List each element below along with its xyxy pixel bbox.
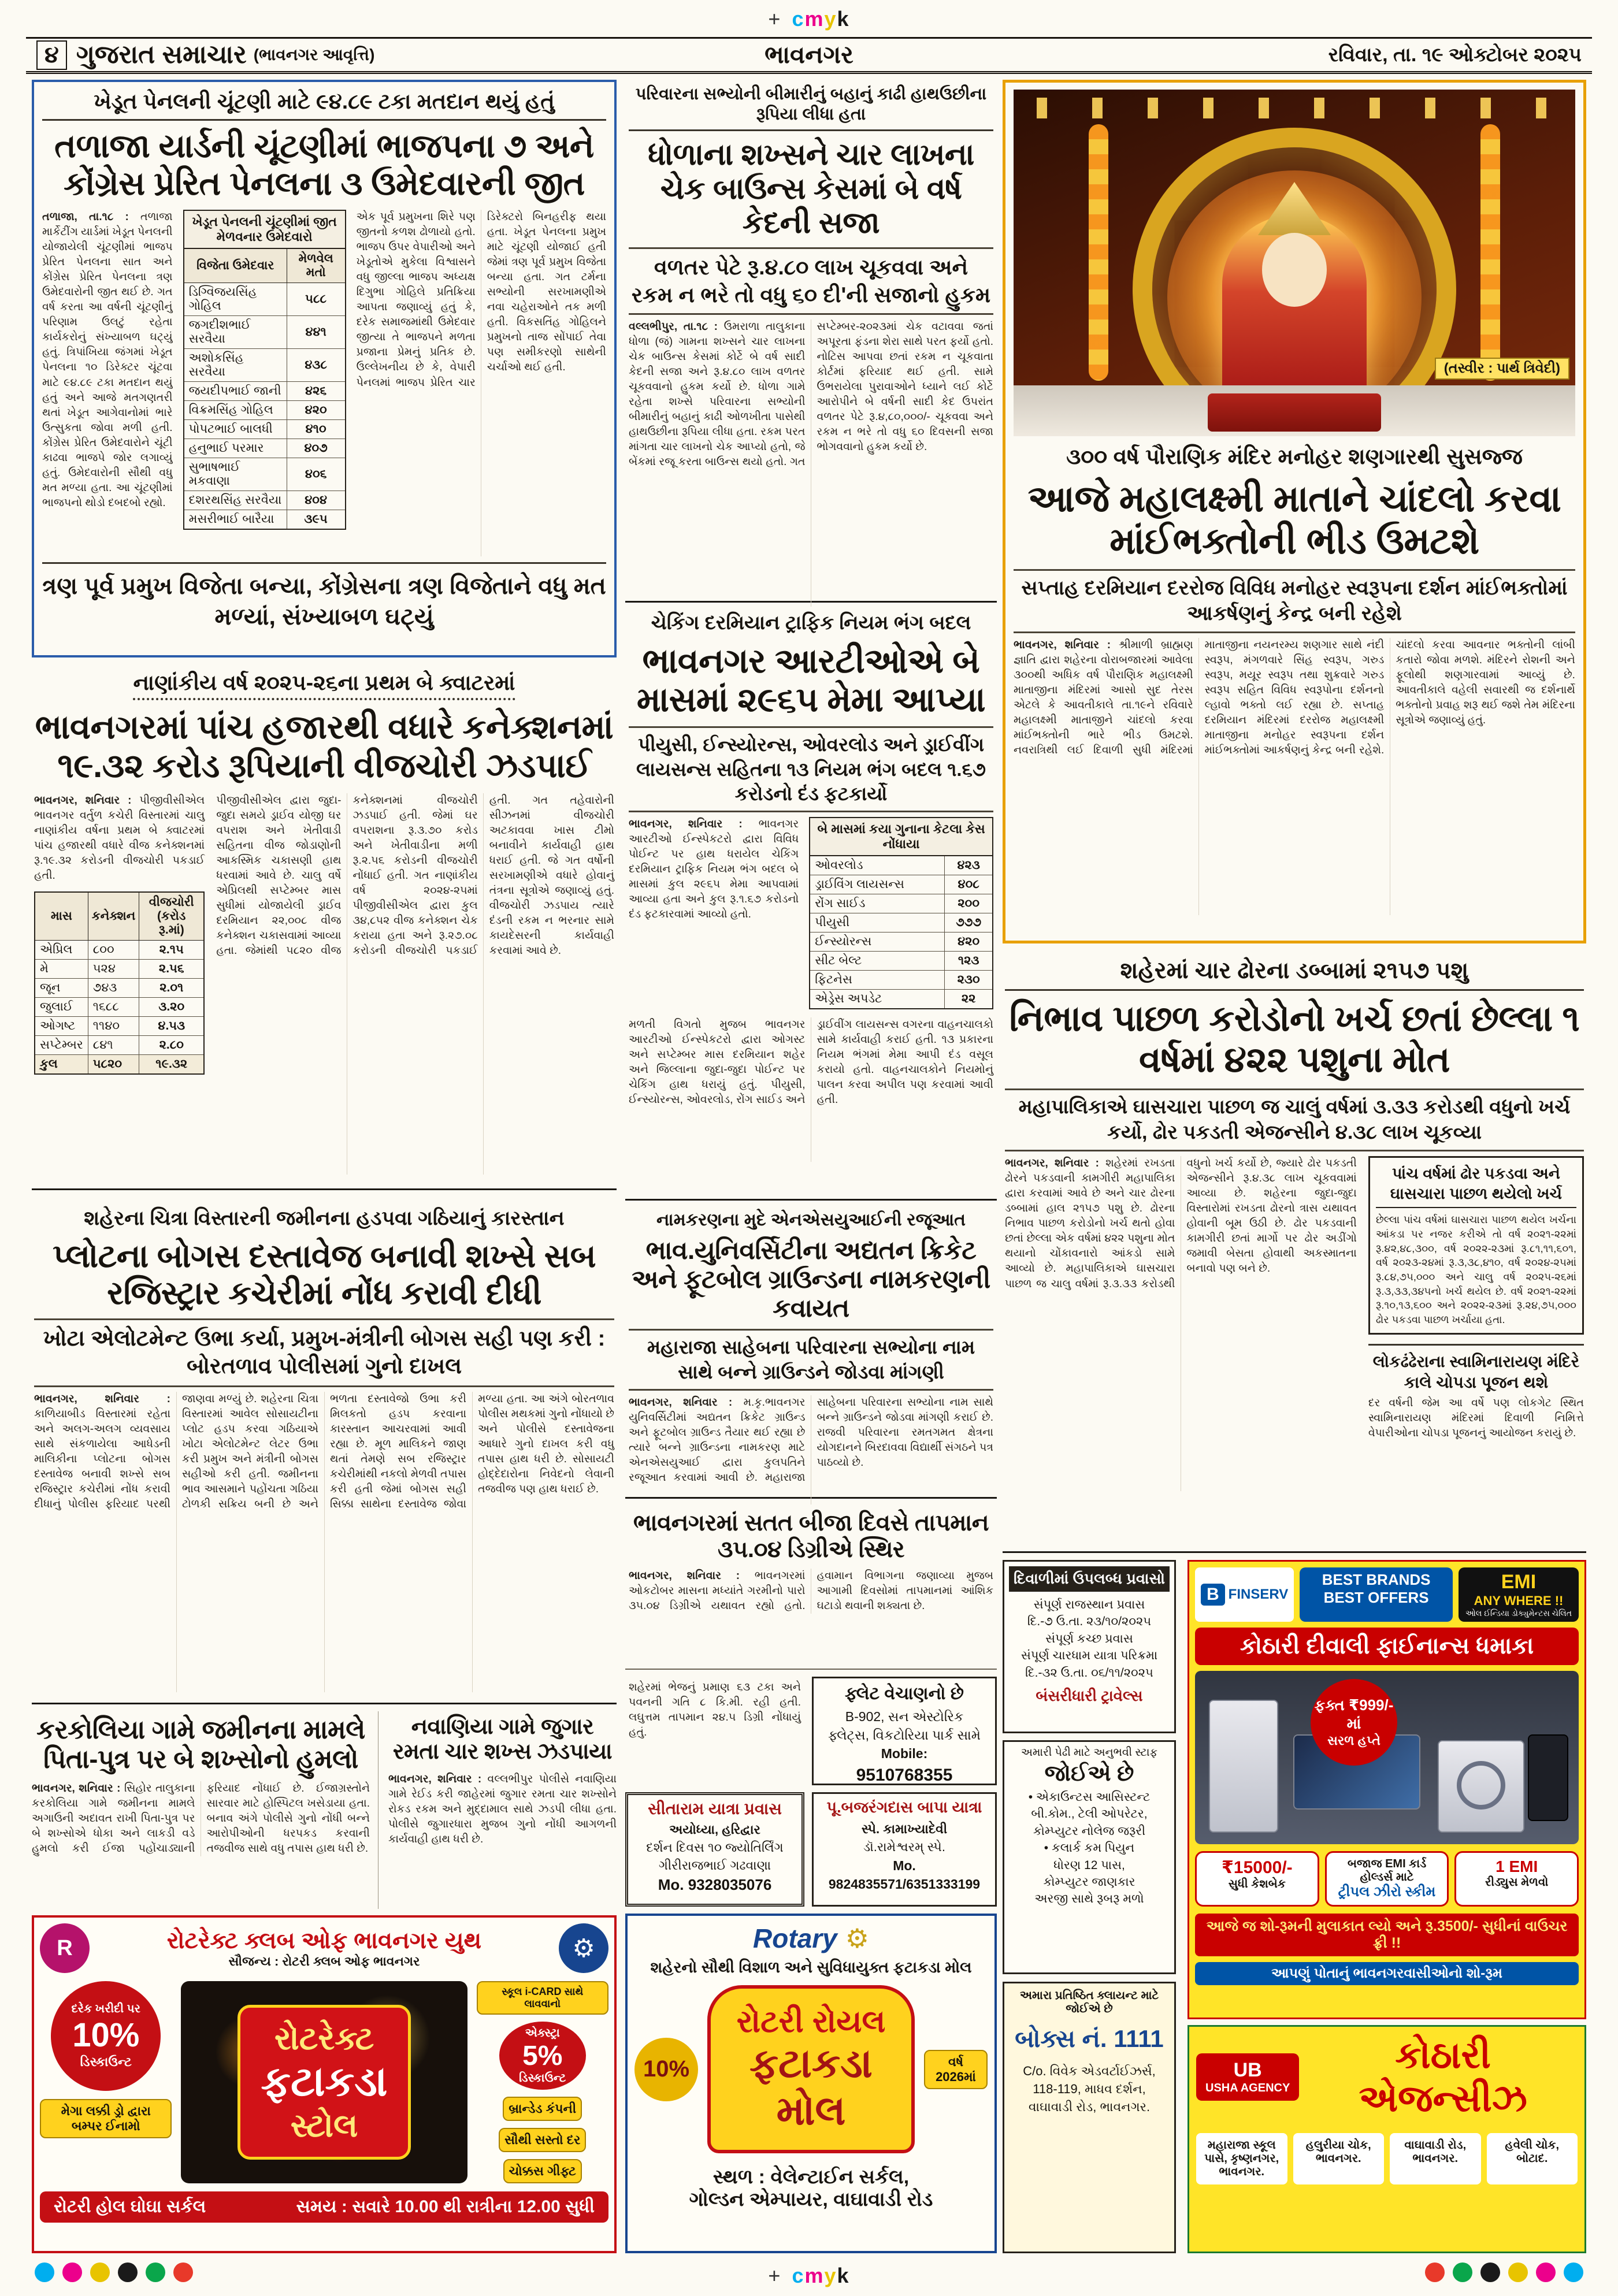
article-headline: ભાવનગર આરટીઓએ બે માસમાં ૨૯૬૫ મેમા આપ્યા (636, 641, 986, 719)
body-text: ભાવનગર આરટીઓ ઈન્સ્પેકટરો દ્વારા વિવિધ પોઈન્ટ પર હાથ ધરાયેલ ચેકિંગ દરમિયાન ટ્રાફિક નિયમ ભંગ બદલ બે માસમાં કુલ ૨૯૬૫ મેમા આપવામાં આવ્યા હતા અને કુલ રૂ.૧.૬૭ કરોડનો દંડ ફટકારવામાં આવ્યો હતો. (629, 818, 799, 921)
logo-b: B (1201, 1584, 1225, 1606)
article-subhead: મહાપાલિકાએ ઘાસચારા પાછળ જ ચાલું વર્ષમાં ૩.૩૩ કરોડથી વધુનો ખર્ચ કર્યો, ઢોર પકડતી એજન્સીને ૪.૩૮ લાખ ચૂકવ્યા (1005, 1088, 1584, 1151)
dateline: ભાવનગર, શનિવાર : (34, 1392, 170, 1405)
badge-text: દરેક ખરીદી પર (71, 2003, 140, 2015)
article-kicker: ચેકિંગ દરમિયાન ટ્રાફિક નિયમ ભંગ બદલ (651, 612, 971, 634)
article-headline: નવાણિયા ગામે જુગાર રમતા ચાર શખ્સ ઝડપાયા (392, 1715, 613, 1764)
article-cattle-deaths (1003, 952, 1586, 1553)
offer-text: બજાજ EMI કાર્ડ હોલ્ડર્સ માટે (1347, 1857, 1427, 1883)
logo-text: FINSERV (1228, 1587, 1289, 1602)
article-subhead: ખોટા એલોટમેન્ટ ઉભા કર્યા, પ્રમુખ-મંત્રીની બોગસ સહી પણ કરી : બોરતળાવ પોલીસમાં ગુનો દાખલ (34, 1318, 614, 1387)
badge-text: ડિસ્કાઉન્ટ (80, 2054, 132, 2069)
article-body (42, 210, 173, 556)
article-rto-memos (625, 607, 997, 1201)
branch-address: હવેલી ચોક, બોટાદ. (1487, 2133, 1578, 2184)
color-calibration-dots-right (1425, 2262, 1583, 2282)
year-chip: વર્ષ 2026માં (924, 2050, 988, 2089)
cmyk-registration-top: + cmyk (768, 7, 850, 31)
ad-phone: 9510768355 (856, 1765, 953, 1785)
fireworks-panel (181, 1981, 467, 2183)
page-number: ૪ (36, 40, 67, 70)
ad-courtesy: સૌજન્ય : રોટરી ક્લબ ઓફ ભાવનગર (228, 1953, 420, 1968)
rotaract-logo-icon: R (40, 1923, 90, 1973)
registration-cross-icon: + (768, 7, 782, 31)
ad-contact-name: ગીરીરાજભાઈ ગઢવાણા (658, 1857, 771, 1873)
agency-title: કોઠારી એજન્સીઝ (1359, 2034, 1527, 2119)
article-headline: ભાવનગરમાં પાંચ હજારથી વધારે કનેક્શનમાં ૧૯.૩૨ કરોડ રૂપિયાની વીજચોરી ઝડપાઈ (35, 708, 614, 785)
banner-word: BRANDS (1366, 1571, 1431, 1588)
discount-badge-10 (51, 1981, 161, 2091)
body-text: શહેરમાં રખડતા ઢોરને પકડવાની કામગીરી મહાપાલિકા દ્વારા કરવામાં આવે છે અને ચાર ઢોરના ડબ્બામાં હાલ ૨૧૫૭ પશુ છે. ઢોરના નિભાવ પાછળ કરોડોનો ખર્ચ થતો હોવા છતાં છેલ્લા એક વર્ષમાં ૪૨૨ પશુના મોત થયાનો ચોંકાવનારો આંકડો સામે આવ્યો છે. મહાપાલિકાએ ઘાસચારા પાછળ જ ચાલુ વર્ષમાં રૂ.૩.૩૩ કરોડથી વધુનો ખર્ચ કર્યો છે, જ્યારે ઢોર પકડતી એજન્સીને રૂ.૪.૩૮ લાખ ચૂકવવામાં આવ્યા છે. શહેરના જુદા-જુદા વિસ્તારોમાં રખડતા ઢોરનો ત્રાસ યથાવત હોવાની બૂમ ઉઠી છે. ઢોર પકડવાની કામગીરી છતાં માર્ગો પર ઢોર અડીંગો જમાવી બેસતા હોવાથી અકસ્માતના બનાવો પણ બને છે. (1005, 1157, 1357, 1290)
ad-venue: રોટરી હોલ ઘોઘા સર્કલ (54, 2197, 206, 2216)
article-body-continued: મળતી વિગતો મુજબ ભાવનગર આરટીઓ ઈન્સ્પેકટરો દ્વારા ઓગસ્ટ અને સપ્ટેમ્બર માસ દરમિયાન શહેર અને જિલ્લાના જુદા-જુદા પોઈન્ટ પર ચેકિંગ હાથ ધરાયું હતું. પીયુસી, ઈન્સ્યોરન્સ, ઓવરલોડ, રોંગ સાઈડ અને ડ્રાઈવીંગ લાયસન્સ વગરના વાહનચાલકો સામે કાર્યવાહી કરાઈ હતી. ૧૩ પ્રકારના નિયમ ભંગમાં મેમા આપી દંડ વસૂલ કરાયો હતો. વાહનચાલકોને નિયમોનું પાલન કરવા અપીલ પણ કરવામાં આવી હતી. (629, 1019, 993, 1106)
advertiser-address: C/o. વિવેક એડવર્ટાઈઝર્સ, 118-119, માધવ દર્શન, વાઘાવાડી રોડ, ભાવનગર. (1023, 2064, 1156, 2114)
ad-tagline: શહેરનો સૌથી વિશાળ અને સુવિધાયુક્ત ફટાકડા મોલ (650, 1959, 972, 1976)
ad-line: ડૉ.રામેશ્વરમ્ સ્પે. (863, 1839, 945, 1854)
body-text: શ્રીમાળી બ્રાહ્મણ જ્ઞાતિ દ્વારા શહેરના વોરાબજારમાં આવેલા ૩૦૦થી અધિક વર્ષ પૌરાણિક મહાલક્ષ્મી માતાજીના મંદિરમાં આસો સુદ તેરસ એટલે કે આવતીકાલે તા.૧૯ને રવિવારે મહાલક્ષ્મી માતાજીને ચાંદલો કરવા માંઈભક્તોની ભારે ભીડ ઉમટશે. નવરાત્રિથી લઈ દિવાળી સુધી મંદિરમાં માતાજીના નયનરમ્ય શણગાર સાથે નંદી સ્વરૂપ, મંગળવારે સિંહ સ્વરૂપ, ગરુડ સ્વરૂપ, મયૂર સ્વરૂપ તથા શુક્રવારે ગરુડ સ્વરૂપ સહિત વિવિધ સ્વરૂપોના દર્શનનો લ્હાવો ભક્તો લઈ રહ્યા છે. સપ્તાહ દરમિયાન મંદિરમાં દરરોજ મહાલક્ષ્મી માતાજીના મનોહર સ્વરૂપના દર્શન માંઈભક્તોમાં આકર્ષણનું કેન્દ્ર બની રહેશે. ચાંદલો કરવા આવનાર ભક્તોની લાંબી કતારો જોવા મળશે. મંદિરને રોશની અને ફૂલોથી શણગારવામાં આવ્યું છે. આવતીકાલે વહેલી સવારથી જ દર્શનાર્થે ભક્તોનો પ્રવાહ શરૂ થઈ જશે તેમ મંદિરના સૂત્રોએ જણાવ્યું હતું. (1014, 639, 1575, 757)
ad-phone: Mo. 9328035076 (658, 1876, 772, 1894)
offence-table (809, 817, 993, 1009)
branded-chip: બ્રાન્ડેડ કંપની (503, 2097, 582, 2121)
discount-badge-5 (499, 2022, 586, 2090)
ad-line: B-902, સન એસ્ટોરિક (845, 1709, 964, 1724)
dateline: વલ્લભીપુર, તા.૧૮ : (629, 321, 718, 333)
article-subhead: પીયુસી, ઈન્સ્યોરન્સ, ઓવરલોડ અને ડ્રાઈવીંગ લાયસન્સ સહિતના ૧૩ નિયમ ભંગ બદલ ૧.૬૭ કરોડનો દંડ ફટકાર્યો (629, 726, 993, 812)
body-text: ભાવનગરમાં ઓકટોબર માસના મધ્યાંતે ગરમીનો પારો ૩૫.૦૪ ડિગ્રીએ યથાવત રહ્યો હતો. હવામાન વિભાગના જણાવ્યા મુજબ આગામી દિવસોમાં તાપમાનમાં આંશિક ઘટાડો થવાની શક્યતા છે. (629, 1570, 993, 1613)
article-body (1005, 1156, 1357, 1491)
cheapest-chip: સૌથી સસ્તો દર (499, 2128, 586, 2152)
deity-face (1262, 233, 1327, 307)
offer-text: ટ્રીપલ ઝીરો સ્કીમ (1338, 1884, 1436, 1900)
col-votes: મેળવેલ મતો (287, 248, 345, 283)
article-temperature (625, 1504, 997, 1670)
body-text: વલ્લભીપુર પોલીસે નવાણિયા ગામે રેઈડ કરી જાહેરમાં જુગાર રમતા ચાર શખ્સોને રોકડ રકમ અને મુદ્દામાલ સાથે ઝડપી લીધા હતા. પોલીસે જુગારધારા મુજબ ગુનો નોંધી આગળની કાર્યવાહી હાથ ધરી છે. (388, 1773, 617, 1845)
best-brands-banner (1300, 1567, 1453, 1622)
article-ground-naming (625, 1205, 997, 1499)
ad-line: દર્શન દિવસ ૧૦ જ્યોતિર્લિંગ (646, 1840, 784, 1855)
temple-photo (1014, 90, 1575, 436)
ad-phone: Mo. 9824835571/6351333199 (828, 1857, 981, 1892)
badge-percent: 10% (643, 2056, 690, 2082)
offence-rows: ઓવરલોડ ૪૨૩ ડ્રાઈવિંગ લાયસન્સ ૪૦૮ રોંગ સાઈડ ૨૦૦ પીયુસી ૭૭૭ ઈન્સ્યોરન્સ ૪૨૦ સીટ બેલ્ટ ૧૨૩ ફિટનેસ ૨૩૦ એડ્રેસ અપડેટ ૨૨ (810, 856, 993, 1009)
body-text: પીજીવીસીએલ ભાવનગર વર્તુળ કચેરી વિસ્તારમાં ચાલુ નાણાંકીય વર્ષના પ્રથમ બે ક્વાટરમાં પાંચ હજારથી વધારે વીજ કનેક્શનમાં રૂ.૧૯.૩૨ કરોડની વીજચોરી પકડાઈ હતી. (34, 794, 205, 882)
weather-extra-note: શહેરમાં ભેજનું પ્રમાણ ૬૩ ટકા અને પવનની ગતિ ૮ કિ.મી. રહી હતી. લઘુત્તમ તાપમાન ૨૪.૫ ડિગ્રી નોંધાયું હતું. (625, 1677, 804, 1785)
emi-word: ANY WHERE !! (1474, 1593, 1564, 1608)
banner-word: BEST (1322, 1571, 1363, 1588)
usha-agency-logo (1196, 2053, 1299, 2101)
offer-text: ફક્ત ₹999/-માં (1314, 1696, 1394, 1732)
offer-text: રીડ્યુસ મેળવો (1485, 1876, 1549, 1889)
ad-title: સીતારામ યાત્રા પ્રવાસ (648, 1800, 782, 1818)
theft-table (34, 891, 205, 1075)
article-body (32, 1781, 370, 1856)
venue-line1: વેલેન્ટાઈન સર્કલ, (770, 2166, 910, 2188)
date-label: રવિવાર, તા. ૧૯ ઓક્ટોબર ૨૦૨૫ (1328, 43, 1582, 66)
venue-label: સ્થળ : (712, 2166, 765, 2188)
color-calibration-dots-left (35, 2262, 193, 2282)
venue-line2: ગોલ્ડન એમ્પાયર, વાઘાવાડી રોડ (689, 2189, 933, 2210)
ad-pre: અમારી પેઢી માટે અનુભવી સ્ટાફ (1020, 1747, 1158, 1759)
body-text: મ.કૃ.ભાવનગર યુનિવર્સિટીમાં અદ્યતન ક્રિકેટ ગ્રાઉન્ડ અને ફૂટબોલ ગ્રાઉન્ડ તૈયાર થઈ રહ્યા છે ત્યારે બન્ને ગ્રાઉન્ડના નામકરણ માટે એનએસયુઆઈ દ્વારા કુલપતિને રજૂઆત કરવામાં આવી છે. મહારાજા સાહેબના પરિવારના સભ્યોના નામ સાથે બન્ને ગ્રાઉન્ડને જોડવા માંગણી કરાઈ છે. રાજવી પરિવારના રમતગમત ક્ષેત્રના યોગદાનને બિરદાવવા વિદ્યાર્થી સંગઠને પત્ર પાઠવ્યો છે. (629, 1396, 993, 1484)
badge-percent: 5% (522, 2040, 563, 2071)
rotary-wheel-icon: ⚙ (845, 1923, 869, 1953)
col-candidate: વિજેતા ઉમેદવાર (184, 248, 287, 283)
results-rows: ડિગ્વિજયસિંહ ગોહિલ ૫૮૮ જગદીશભાઈ સરવૈયા ૪૪૧ અશોકસિંહ સરવૈયા ૪૩૮ જયદીપભાઈ જાની ૪૨૬ વિક્રમસિંહ ગોહિલ ૪૨૦ પોપટભાઈ બાલધી ૪૧૦ હનુભાઈ પરમાર ૪૦૭ સુભાષભાઈ મકવાણા ૪૦૬ દશરથસિંહ સરવૈયા ૪૦૪ મસરીભાઈ બારૈયા ૩૯૫ (184, 283, 346, 530)
ad-title: દિવાળીમાં ઉપલબ્ધ પ્રવાસો (1009, 1566, 1170, 1592)
article-navaniya-gambling (388, 1711, 617, 1909)
dateline: ભાવનગર, શનિવાર : (1005, 1157, 1099, 1170)
box-number: બોક્સ નં. 1111 (1015, 2025, 1164, 2052)
ad-pre: અમારા પ્રતિષ્ઠિત ક્લાયન્ટ માટે જોઈએ છે (1019, 1989, 1159, 2015)
note-headline: લોકઢંઢેરાના સ્વામિનારાયણ મંદિરે કાલે ચોપડા પૂજન થશે (1368, 1344, 1584, 1393)
article-body (1014, 638, 1575, 915)
travel-agency-name: બંસરીધારી ટ્રાવેલ્સ (1036, 1686, 1143, 1704)
appliance-collage (1195, 1671, 1579, 1844)
results-table (183, 210, 346, 530)
dateline: ભાવનગર, શનિવાર : (32, 1782, 121, 1795)
article-power-theft (32, 664, 617, 1190)
ad-kothari-agencies (1187, 2025, 1586, 2253)
branch-address: મહારાજા સ્કૂલ પાસે, કૃષ્ણનગર, ભાવનગર. (1196, 2133, 1287, 2184)
ad-main-line1: રોટરી રોયલ (736, 2004, 886, 2039)
article-karkoliya-attack (32, 1711, 378, 1909)
ad-main-line2: ફટાકડા (261, 2059, 388, 2105)
body-text: સિહોર તાલુકાના કરકોલિયા ગામે જમીનના મામલે અગાઉની અદાવત રાખી પિતા-પુત્ર પર બે શખ્સોએ ધોકા અને લાકડી વડે હુમલો કરી ઈજા પહોંચાડ્યાની ફરિયાદ નોંધાઈ છે. ઈજાગ્રસ્તોને સારવાર માટે હોસ્પિટલ ખસેડાયા હતા. બનાવ અંગે પોલીસે ગુનો નોંધી બન્ને આરોપીઓની ધરપકડ કરવાની તજવીજ સાથે વધુ તપાસ હાથ ધરી છે. (32, 1782, 370, 1855)
offer-text: સરળ હપ્તે (1327, 1733, 1381, 1748)
article-body (388, 1772, 617, 1847)
article-lede (629, 817, 799, 1009)
article-body (629, 1569, 993, 1614)
cashback-offer (1195, 1851, 1319, 1907)
article-kicker: પરિવારના સભ્યોની બીમારીનું બહાનું કાઢી હાથઉછીના રૂપિયા લીધા હતા (629, 84, 993, 131)
theft-rows: એપ્રિલ ૮૦૦ ૨.૧૫ મે ૫૨૪ ૨.૫૬ જૂન ૭૪૩ ૨.૦૧ જુલાઈ ૧૬૮૮ ૩.૨૦ ઓગષ્ટ ૧૧૪૦ ૪.૫૩ સપ્ટેમ્બર ૮૪૧ ૨.૮૦ કુલ ૫૮૨૦ ૧૯.૩૨ (35, 940, 204, 1074)
paper-name: ગુજરાત સમાચાર (76, 40, 247, 69)
altar-base (1208, 393, 1381, 432)
marigold-garland-right (1480, 124, 1500, 381)
lucky-draw-chip: મેગા લક્કી ડ્રો દ્વારા બમ્પર ઈનામો (40, 2099, 172, 2138)
article-talaja-election (32, 80, 617, 657)
ad-box-1111 (1003, 1982, 1176, 2253)
ad-sub: અયોધ્યા, હરિદ્વાર (669, 1822, 760, 1837)
fridge-image (1209, 1700, 1278, 1833)
ad-title: ફ્લેટ વેચાણનો છે (845, 1684, 964, 1703)
ad-rotaract-firecracker-stall (32, 1915, 617, 2253)
showroom-strip: આપણું પોતાનું ભાવનગરવાસીઓનો શો-રૂમ (1195, 1962, 1579, 1985)
badge-text: એક્સ્ટ્રા (525, 2026, 560, 2039)
body-text: તળાજા માર્કેટીંગ યાર્ડમાં ખેડૂત પેનલની યોજાયેલી ચૂંટણીમાં ભાજપ પ્રેરિત પેનલના સાત અને કોંગ્રેસ પ્રેરિત પેનલના ત્રણ ઉમેદવારોની જીત થઈ છે. ગત વર્ષ કરતા આ વર્ષની ચૂંટણીનું પરિણામ ઉલટું રહેતા કાર્યકરોનું સંખ્યાબળ ઘટ્યું હતું. ત્રિપાંખિયા જંગમાં ખેડૂત પેનલના ૧૦ ડિરેક્ટર ચૂંટવા માટે ૯૪.૮૯ ટકા મતદાન થયું હતું અને આજે મતગણતરી થતાં ખેડૂત આગેવાનોમાં ભારે ઉત્સુકતા જોવા મળી હતી. કોંગ્રેસ પ્રેરિત ઉમેદવારોને ચૂંટી કાઢવા ભાજપે જોર લગાવ્યું હતું. ઉમેદવારોની સૌથી વધુ મત મળ્યા હતા. આ ચૂંટણીમાં ભાજપનો થોડો દબદબો રહ્યો. (42, 211, 173, 509)
expense-box-title: પાંચ વર્ષમાં ઢોર પકડવા અને ઘાસચારા પાછળ થયેલો ખર્ચ (1376, 1164, 1576, 1208)
article-kicker: ૩૦૦ વર્ષ પૌરાણિક મંદિર મનોહર શણગારથી સુસજ્જ (1066, 445, 1523, 469)
branch-address: વાઘાવાડી રોડ, ભાવનગર. (1390, 2133, 1481, 2184)
marigold-garland-left (1089, 124, 1108, 381)
ad-flat-sale (812, 1677, 997, 1785)
article-headline: નિભાવ પાછળ કરોડોનો ખર્ચ છતાં છેલ્લા ૧ વર્ષમાં ૪૨૨ પશુના મોત (1009, 999, 1580, 1080)
article-headline: આજે મહાલક્ષ્મી માતાને ચાંદલો કરવા માંઈભક્તોની ભીડ ઉમટશે (1027, 477, 1561, 562)
icard-chip: સ્કૂલ i-CARD સાથે લાવવાનો (477, 1981, 608, 2015)
article-subhead: સપ્તાહ દરમિયાન દરરોજ વિવિધ મનોહર સ્વરૂપના દર્શન માંઈભક્તોમાં આકર્ષણનું કેન્દ્ર બની રહેશે (1014, 569, 1575, 634)
logo-text: USHA AGENCY (1205, 2082, 1290, 2094)
tour-list: સંપૂર્ણ રાજસ્થાન પ્રવાસ દિ.-૭ ઉ.તા. ૨૩/૧૦/૨૦૨૫ સંપૂર્ણ કચ્છ પ્રવાસ સંપૂર્ણ ચારધામ યાત્રા પરિક્રમા દિ.-૩૨ ઉ.તા. ૦૬/૧૧/૨૦૨૫ (1020, 1598, 1158, 1680)
dateline: ભાવનગર, શનિવાર : (629, 818, 743, 830)
body-text: કાળિયાબીડ વિસ્તારમાં રહેતા અને અલગ-અલગ વ્યવસાય સાથે સંકળાયેલા આધેડની માલિકીના પ્લોટના બોગસ દસ્તાવેજ બનાવી શખ્સે સબ રજિસ્ટ્રાર કચેરીમાં નોંધ કરાવી દીધાનું પોલીસ ફરિયાદ પરથી જાણવા મળ્યું છે. શહેરના ચિત્રા વિસ્તારમાં આવેલ સોસાયટીના પ્લોટ હડપ કરવા ગઠિયાએ ખોટા એલોટમેન્ટ લેટર ઉભા કરી પ્રમુખ અને મંત્રીની બોગસ સહીઓ કરી હતી. જમીનના ભાવ આસમાને પહોંચતા ગઠિયા ટોળકી સક્રિય બની છે અને ભળતા દસ્તાવેજો ઉભા કરી મિલકતો હડપ કરવાના કારસ્તાન આચરવામાં આવી રહ્યા છે. મૂળ માલિકને જાણ થતાં તેમણે સબ રજિસ્ટ્રાર કચેરીમાંથી નકલો મેળવી તપાસ કરી હતી જેમાં બોગસ સહી સિક્કા સાથેના દસ્તાવેજ જોવા મળ્યા હતા. આ અંગે બોરતળાવ પોલીસ મથકમાં ગુનો નોંધાયો છે અને પોલીસે દસ્તાવેજના આધારે ગુનો દાખલ કરી વધુ તપાસ હાથ ધરી છે. સોસાયટી હોદ્દેદારોના નિવેદનો લેવાની તજવીજ પણ હાથ ધરાઈ છે. (34, 1392, 614, 1511)
dateline: ભાવનગર, શનિવાર : (629, 1570, 740, 1582)
article-body (629, 319, 993, 620)
ad-bajrangdas-yatra (812, 1792, 997, 1907)
expense-box-body: છેલ્લા પાંચ વર્ષમાં ઘાસચારા પાછળ થયેલ ખર્ચના આંકડા પર નજર કરીએ તો વર્ષ ૨૦૨૧-૨૨માં રૂ.૪૨,૪૮,૩૦૦, વર્ષ ૨૦૨૨-૨૩માં રૂ.૮૧,૧૧,૬૦૧, વર્ષ ૨૦૨૩-૨૪માં રૂ.૩,૩૮,૪૧૦, વર્ષ ૨૦૨૪-૨૫માં રૂ.૮૪,૭૫,૦૦૦ અને ચાલુ વર્ષ ૨૦૨૫-૨૬માં રૂ.૩,૩૩,૩૪૫નો ખર્ચ થયેલ છે. વર્ષ ૨૦૨૧-૨૨માં રૂ.૧૦,૧૩,૬૦૦ અને ૨૦૨૨-૨૩માં રૂ.૨૪,૭૫,૦૦૦ ઢોર પકડવા પાછળ ખર્ચાયા હતા. (1375, 1214, 1576, 1326)
ad-rotary-royal-mall (625, 1914, 997, 2253)
ad-title: પૂ.બજરંગદાસ બાપા યાત્રા (826, 1799, 982, 1816)
edition-label: (ભાવનગર આવૃત્તિ) (253, 45, 375, 64)
city-label: ભાવનગર (765, 40, 853, 68)
article-body: પીજીવીસીએલ દ્વારા જુદા-જુદા સમયે ડ્રાઈવ યોજી ઘર વપરાશ અને ખેતીવાડી સહિતના વીજ જોડાણોની આકસ્મિક ચકાસણી હાથ ધરવામાં આવે છે. ચાલુ વર્ષે એપ્રિલથી સપ્ટેમ્બર માસ સુધીમાં યોજાયેલી ડ્રાઈવ દરમિયાન ૨૨,૦૦૮ વીજ કનેક્શન ચકાસવામાં આવ્યા હતા. જેમાંથી ૫૮૨૦ વીજ કનેક્શનમાં વીજચોરી ઝડપાઈ હતી. જેમાં ઘર વપરાશના રૂ.૩.૭૦ કરોડ અને ખેતીવાડીના મળી રૂ.૨.૫૬ કરોડની વીજચોરી નોંધાઈ હતી. ગત નાણાંકીય વર્ષ ૨૦૨૪-૨૫માં પીજીવીસીએલ દ્વારા કુલ ૩૪,૮૫૨ વીજ કનેક્શન ચેક કરાયા હતા અને રૂ.૨૭.૦૮ કરોડની વીજચોરી પકડાઈ હતી. ગત તહેવારોની સીઝનમાં વીજચોરી અટકાવવા ખાસ ટીમો બનાવીને કાર્યવાહી હાથ ધરાઈ હતી. જે ગત વર્ષોની સરખામણીએ વધારે હોવાનું તંત્રના સૂત્રોએ જણાવ્યું હતું. વીજચોરી ઝડપાય ત્યારે દંડની રકમ ન ભરનાર સામે કાયદેસરની કાર્યવાહી કરવામાં આવે છે. (216, 794, 614, 957)
article-headline: ધોળાના શખ્સને ચાર લાખના ચેક બાઉન્સ કેસમાં બે વર્ષ કેદની સજા (648, 138, 974, 240)
bajaj-finserv-logo (1195, 1567, 1294, 1622)
body-text: ઉમરાળા તાલુકાના ધોળા (જં) ગામના શખ્સને ચાર લાખના ચેક બાઉન્સ કેસમાં કોર્ટે બે વર્ષ સાદી કેદની સજા અને રૂ.૪.૮૦ લાખ વળતર ચૂકવવાનો હુકમ કર્યો છે. ધોળા ગામે રહેતા શખ્સે પરિવારના સભ્યોની બીમારીનું બહાનું કાઢી ઓળખીતા પાસેથી હાથઉછીના રૂપિયા લીધા હતા. રકમ પરત માંગતા ચાર લાખનો ચેક આપ્યો હતો, જે બેંકમાં રજૂ કરતા બાઉન્સ થયો હતો. ગત સપ્ટેમ્બર-૨૦૨૩માં ચેક વટાવવા જતાં અપૂરતા ફંડના શેરા સાથે પરત ફર્યો હતો. નોટિસ આપવા છતાં રકમ ન ચૂકવાતા કોર્ટમાં ફરિયાદ થઈ હતી. સામે ઉભરાયેલા પુરાવાઓને ધ્યાને લઈ કોર્ટે આરોપીને બે વર્ષની સાદી કેદ ઉપરાંત વળતર પેટે રૂ.૪,૮૦,૦૦૦/- ચૂકવવા અને રકમ ન ભરે તો વધુ ૬૦ દિવસની સજા ભોગવવાનો હુકમ કર્યો છે. (629, 321, 993, 469)
article-lede (34, 793, 205, 883)
article-subhead: મહારાજા સાહેબના પરિવારના સભ્યોના નામ સાથે બન્ને ગ્રાઉન્ડને જોડવા માંગણી (629, 1329, 993, 1390)
washer-door (1457, 1761, 1505, 1810)
article-headline: તળાજા યાર્ડની ચૂંટણીમાં ભાજપના ૭ અને કોંગ્રેસ પ્રેરિત પેનલના ૩ ઉમેદવારની જીત (54, 128, 594, 203)
triple-zero-offer (1325, 1851, 1449, 1907)
badge-text: ડિસ્કાઉન્ટ (519, 2071, 566, 2085)
hanging-lamps (1014, 98, 1575, 118)
article-cheque-bounce (625, 80, 997, 603)
phone-label: Mobile: (881, 1746, 928, 1762)
article-headline: પ્લોટના બોગસ દસ્તાવેજ બનાવી શખ્સે સબ રજિસ્ટ્રાર કચેરીમાં નોંધ કરાવી દીધી (52, 1238, 596, 1311)
ad-title: જોઈએ છે (1044, 1762, 1134, 1786)
article-subhead: વળતર પેટે રૂ.૪.૮૦ લાખ ચૂકવવા અને રકમ ન ભરે તો વધુ ૬૦ દી'ની સજાનો હુકમ (629, 247, 993, 315)
emi-word: EMI (1501, 1571, 1537, 1593)
article-kicker: નામકરણના મુદે એનએસયુઆઈની રજૂઆત (656, 1210, 966, 1229)
col-theft: વીજચોરી (કરોડ રૂ.માં) (139, 892, 204, 941)
dateline: ભાવનગર, શનિવાર : (1014, 639, 1111, 652)
dateline: ભાવનગર, શનિવાર : (388, 1773, 482, 1785)
emi-note: ઓલ ઈન્ડિયા ડોક્યુમેન્ટસ ચેલિત (1465, 1608, 1572, 1618)
washing-machine-image (1438, 1740, 1524, 1833)
rotary-brand: Rotary (753, 1923, 837, 1953)
col-connections: કનેક્શન (88, 892, 139, 941)
article-kicker: શહેરમાં ચાર ઢોરના ડબ્બામાં ૨૧૫૭ પશુ (1005, 957, 1584, 991)
note-body: દર વર્ષની જેમ આ વર્ષે પણ લોકગેટ સ્થિત સ્વામિનારાયણ મંદિરમાં દિવાળી નિમિત્તે વેપારીઓના ચોપડા પૂજનનું આયોજન કરાયું છે. (1368, 1397, 1584, 1440)
article-body (34, 1392, 614, 1692)
rotary-wheel-icon: ⚙ (559, 1923, 608, 1973)
offer-amount: 1 EMI (1495, 1857, 1538, 1875)
article-mahalaxmi-temple (1003, 80, 1586, 943)
offer-amount: ₹15000/- (1222, 1858, 1293, 1877)
emi-reduce-offer (1454, 1851, 1579, 1907)
article-bogus-plot (32, 1201, 617, 1704)
branch-address: હલુરીયા ચોક, ભાવનગર. (1293, 2133, 1385, 2184)
discount-badge (634, 2038, 698, 2101)
finance-dhamaka-band: કોઠારી દીવાલી ફાઈનાન્સ ધમાકા (1195, 1628, 1579, 1665)
gift-chip: ચોક્કસ ગીફ્ટ (503, 2159, 582, 2183)
banner-word: BEST (1323, 1589, 1364, 1607)
ad-diwali-tours (1003, 1560, 1176, 1733)
ad-main-line2: ફટાકડા મોલ (749, 2041, 873, 2133)
dateline: ભાવનગર, શનિવાર : (629, 1396, 733, 1409)
price-starburst (1311, 1679, 1397, 1766)
article-headline: કરકોલિયા ગામે જમીનના મામલે પિતા-પુત્ર પર બે શખ્સોનો હુમલો (36, 1715, 365, 1774)
expense-box (1368, 1156, 1584, 1334)
emi-anywhere-banner (1459, 1567, 1579, 1622)
article-kicker: નાણાંકીય વર્ષ ૨૦૨૫-૨૬ના પ્રથમ બે ક્વાટરમાં (133, 670, 515, 700)
ad-main-line1: રોટરેક્ટ (274, 2020, 374, 2056)
article-kicker: ખેડૂત પેનલની ચૂંટણી માટે ૯૪.૮૯ ટકા મતદાન થયું હતું (42, 89, 606, 121)
cmyk-registration-bottom: + cmyk (768, 2264, 850, 2287)
ad-time: સમય : સવારે 10.00 થી રાત્રીના 12.00 સુધી (296, 2197, 595, 2216)
dateline: તળાજા, તા.૧૮ : (42, 211, 129, 224)
ad-line: ફ્લેટ્સ, વિકટોરિયા પાર્ક સામે (827, 1727, 981, 1743)
dateline: ભાવનગર, શનિવાર : (34, 794, 132, 807)
ad-kothari-diwali-finance (1187, 1560, 1586, 2019)
article-kicker: શહેરના ચિત્રા વિસ્તારની જમીનના હડપવા ગઠિયાનું કારસ્તાન (84, 1207, 565, 1229)
ad-club-title: રોટરેક્ટ ક્લબ ઓફ ભાવનગર યુથ (166, 1927, 482, 1953)
phone-image (1528, 1734, 1568, 1821)
article-headline: ભાવનગરમાં સતત બીજા દિવસે તાપમાન ૩૫.૦૪ ડિગ્રીએ સ્થિર (633, 1510, 989, 1562)
article-footer-deck: ત્રણ પૂર્વ પ્રમુખ વિજેતા બન્યા, કોંગ્રેસના ત્રણ વિજેતાને વધુ મત મળ્યાં, સંખ્યાબળ ઘટ્યું (42, 562, 606, 631)
masthead (26, 37, 1592, 74)
results-table-wrap (183, 210, 346, 556)
ad-sitaram-yatra (625, 1792, 804, 1907)
voucher-strip: આજે જ શો-રૂમની મુલાકાત લ્યો અને રૂ.3500/- સુધીનાં વાઉચર ફ્રી !! (1195, 1914, 1579, 1956)
job-list: • એકાઉન્ટસ આસિસ્ટન્ટ બી.કોમ., ટેલી ઓપરેટર, કોમ્પ્યુટર નોલેજ જરૂરી • કલાર્ક કમ પિયુન ધોરણ 12 પાસ, કોમ્પ્યુટર જાણકાર અરજી સાથે રૂબરૂ મળો (1028, 1790, 1151, 1906)
ad-line: સ્પે. કામાખ્યાદેવી (861, 1822, 948, 1836)
logo-text: UB (1233, 2059, 1262, 2081)
badge-percent: 10% (72, 2016, 140, 2054)
col-month: માસ (35, 892, 88, 941)
ad-main-line3: સ્ટોલ (290, 2107, 358, 2143)
banner-word: OFFERS (1368, 1589, 1429, 1607)
offence-table-title: બે માસમાં કયા ગુનાના કેટલા કેસ નોંધાયા (809, 817, 993, 855)
offer-text: સુધી કેશબેક (1228, 1878, 1286, 1890)
article-body-continued: એક પૂર્વ પ્રમુખના શિરે પણ જીતનો કળશ ઢોળાયો હતો. ભાજપ ઉપર વેપારીઓ અને ખેડૂતોએ મુકેલા વિશ્વાસને વધુ જીલ્લા ભાજપ અધ્યક્ષ દિગુભા ગોહિલે પ્રતિક્રિયા આપતા જણાવ્યું હતું કે, દરેક સમાજમાંથી ઉમેદવાર જીત્યા તે ભાજપને મળતા પ્રજાના પ્રેમનું પ્રતિક છે. ઉલ્લેખનીય છે કે, વેપારી પેનલમાં ભાજપ પ્રેરિત ચાર ડિરેક્ટરો બિનહરીફ થયા હતા. ખેડૂત પેનલના પ્રમુખ માટે ચૂંટણી યોજાઈ હતી જેમાં ત્રણ પૂર્વ પ્રમુખ વિજેતા બન્યા હતા. ગત ટર્મના સભ્યોની સરખામણીએ નવા ચહેરાઓને તક મળી હતી. વિકસતિંહ ગોહિલને પ્રમુખનો તાજ સોંપાઈ તેવા પણ સમીકરણો સાથેની ચર્ચાઓ થઈ હતી. (356, 211, 606, 389)
results-table-title: ખેડૂત પેનલની ચૂંટણીમાં જીત મેળવનાર ઉમેદવારો (183, 210, 346, 248)
article-headline: ભાવ.યુનિવર્સિટીના અદ્યતન ક્રિકેટ અને ફૂટબોલ ગ્રાઉન્ડના નામકરણની કવાયત (632, 1236, 990, 1323)
ad-help-wanted (1003, 1740, 1176, 1974)
registration-cross-icon: + (768, 2264, 782, 2287)
photo-caption: (તસ્વીર : પાર્થ ત્રિવેદી) (1435, 358, 1569, 380)
